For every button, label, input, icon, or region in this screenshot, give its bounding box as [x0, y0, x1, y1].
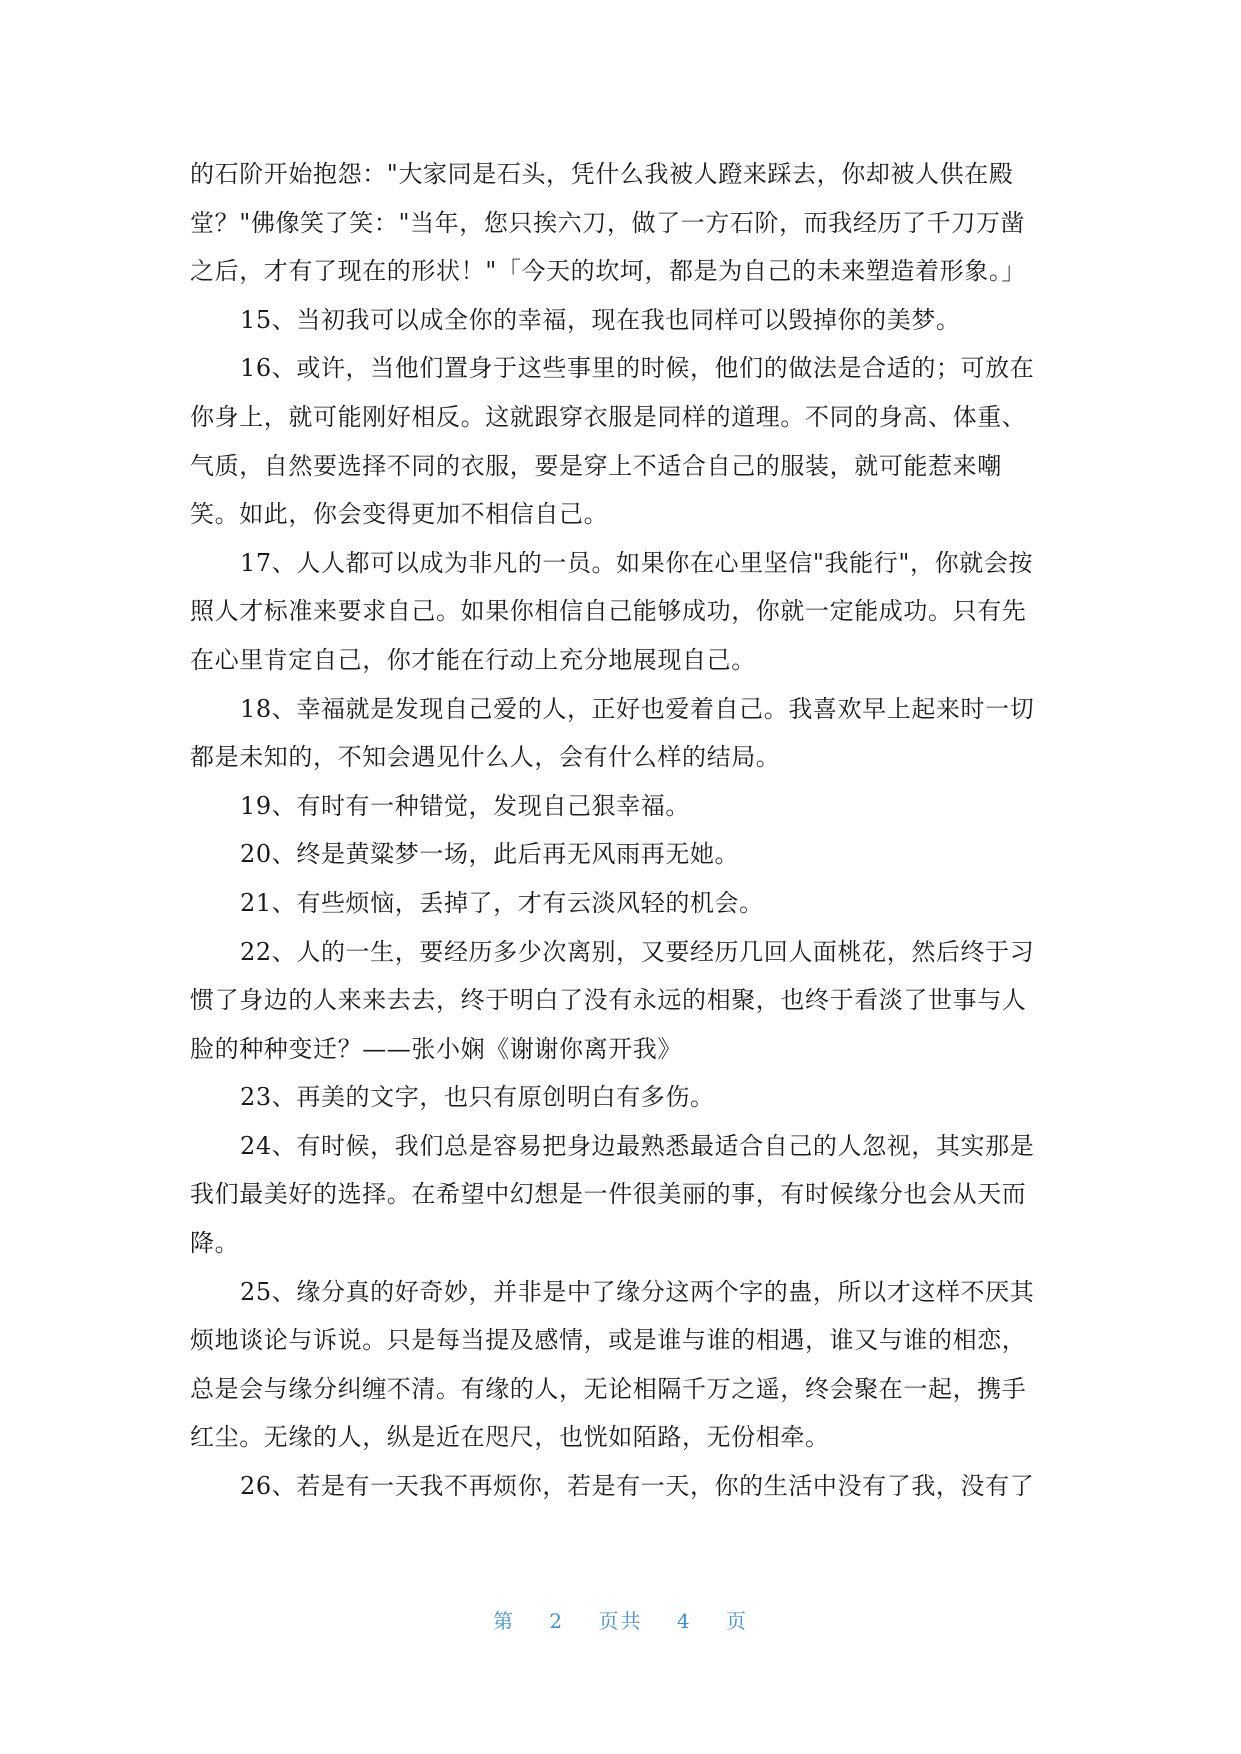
text-line: 之后，才有了现在的形状！"「今天的坎坷，都是为自己的未来塑造着形象。」 — [190, 257, 1027, 286]
text-line: 烦地谈论与诉说。只是每当提及感情，或是谁与谁的相遇，谁又与谁的相恋， — [190, 1326, 1027, 1355]
page-footer — [0, 1605, 1241, 1634]
text-line: 笑。如此，你会变得更加不相信自己。 — [190, 500, 609, 529]
text-line: 都是未知的，不知会遇见什么人，会有什么样的结局。 — [190, 743, 781, 772]
footer-prefix: 第 — [493, 1609, 516, 1633]
paragraph-16: 16、或许，当他们置身于这些事里的时候，他们的做法是合适的；可放在 — [240, 354, 1035, 383]
current-page-number: 2 — [549, 1609, 565, 1633]
text-line: 照人才标准来要求自己。如果你相信自己能够成功，你就一定能成功。只有先 — [190, 597, 1027, 626]
text-line: 我们最美好的选择。在希望中幻想是一件很美丽的事，有时候缘分也会从天而 — [190, 1180, 1027, 1209]
text-line: 你身上，就可能刚好相反。这就跟穿衣服是同样的道理。不同的身高、体重、 — [190, 402, 1027, 431]
paragraph-15: 15、当初我可以成全你的幸福，现在我也同样可以毁掉你的美梦。 — [240, 305, 961, 334]
text-line: 在心里肯定自己，你才能在行动上充分地展现自己。 — [190, 645, 756, 674]
paragraph-25: 25、缘分真的好奇妙，并非是中了缘分这两个字的蛊，所以才这样不厌其 — [240, 1277, 1035, 1306]
text-line: 降。 — [190, 1229, 240, 1258]
text-line: 红尘。无缘的人，纵是近在咫尺，也恍如陌路，无份相牵。 — [190, 1423, 830, 1452]
paragraph-21: 21、有些烦恼，丢掉了，才有云淡风轻的机会。 — [240, 888, 764, 917]
text-line: 的石阶开始抱怨："大家同是石头，凭什么我被人蹬来踩去，你却被人供在殿 — [190, 160, 1014, 188]
paragraph-22: 22、人的一生，要经历多少次离别，又要经历几回人面桃花，然后终于习 — [240, 937, 1035, 966]
text-line: 脸的种种变迁？——张小娴《谢谢你离开我》 — [190, 1034, 682, 1063]
total-pages-number: 4 — [676, 1609, 692, 1633]
text-line: 惯了身边的人来来去去，终于明白了没有永远的相聚，也终于看淡了世事与人 — [190, 986, 1027, 1015]
text-line: 堂？"佛像笑了笑："当年，您只挨六刀，做了一方石阶，而我经历了千刀万凿 — [190, 208, 1026, 237]
body-text — [190, 150, 1045, 1511]
footer-middle: 页共 — [598, 1609, 643, 1633]
paragraph-23: 23、再美的文字，也只有原创明白有多伤。 — [240, 1083, 715, 1112]
footer-suffix: 页 — [725, 1609, 748, 1633]
paragraph-26: 26、若是有一天我不再烦你，若是有一天，你的生活中没有了我，没有了 — [240, 1472, 1035, 1501]
paragraph-17: 17、人人都可以成为非凡的一员。如果你在心里坚信"我能行"，你就会按 — [240, 548, 1034, 577]
text-line: 总是会与缘分纠缠不清。有缘的人，无论相隔千万之遥，终会聚在一起，携手 — [190, 1374, 1027, 1403]
paragraph-19: 19、有时有一种错觉，发现自己狠幸福。 — [240, 791, 690, 820]
paragraph-20: 20、终是黄粱梦一场，此后再无风雨再无她。 — [240, 840, 740, 869]
paragraph-24: 24、有时候，我们总是容易把身边最熟悉最适合自己的人忽视，其实那是 — [240, 1131, 1035, 1160]
paragraph-18: 18、幸福就是发现自己爱的人，正好也爱着自己。我喜欢早上起来时一切 — [240, 694, 1035, 723]
text-line: 气质，自然要选择不同的衣服，要是穿上不适合自己的服装，就可能惹来嘲 — [190, 451, 1002, 480]
